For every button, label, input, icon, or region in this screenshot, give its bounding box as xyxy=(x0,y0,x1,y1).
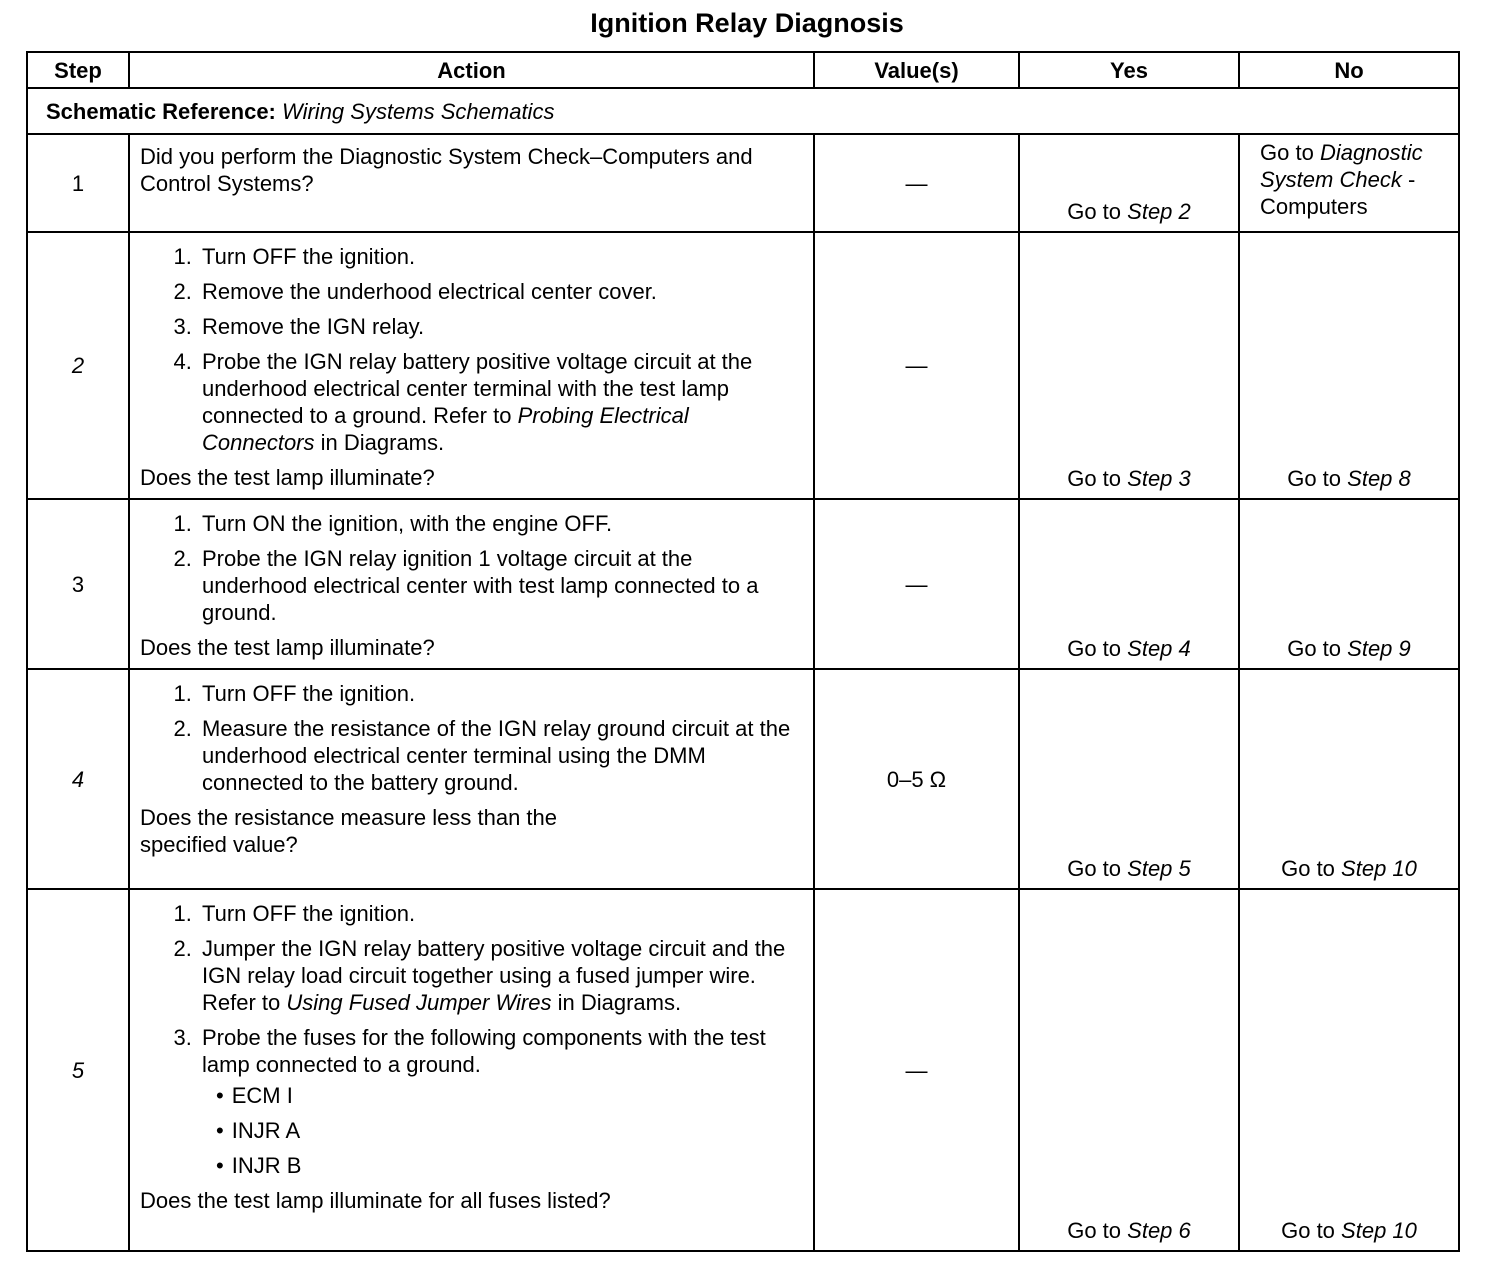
no-link[interactable]: Step 8 xyxy=(1347,466,1411,491)
step-value: 0–5 Ω xyxy=(814,669,1019,889)
list-item: 3. Probe the fuses for the following components with the test lamp connected to a ground. • ECM I • INJR A • INJR B xyxy=(198,1024,803,1179)
step-list xyxy=(140,510,803,626)
schematic-reference-link[interactable]: Wiring Systems Schematics xyxy=(282,98,555,124)
table-row xyxy=(27,499,1459,669)
yes-link[interactable]: Step 4 xyxy=(1127,636,1191,661)
step-list xyxy=(140,680,803,796)
no-link[interactable]: Step 10 xyxy=(1341,1218,1417,1243)
step-action xyxy=(129,134,814,232)
step-action xyxy=(129,232,814,499)
step-action xyxy=(129,669,814,889)
yes-link[interactable]: Step 2 xyxy=(1127,199,1191,224)
step-no: Go to Step 9 xyxy=(1239,499,1459,669)
diagnosis-table xyxy=(26,51,1460,1252)
no-link[interactable]: Step 10 xyxy=(1341,856,1417,881)
no-link[interactable]: Step 9 xyxy=(1347,636,1411,661)
table-row xyxy=(27,669,1459,889)
step-question: Did you perform the Diagnostic System Check–Computers and Control Systems? xyxy=(140,144,753,196)
header-no: No xyxy=(1239,52,1459,88)
step-action xyxy=(129,889,814,1251)
step-question: Does the test lamp illuminate? xyxy=(140,635,435,660)
list-item: 2. Probe the IGN relay ignition 1 voltage circuit at the underhood electrical center with test lamp connected to a ground. xyxy=(198,545,803,626)
list-item: 1. Turn OFF the ignition. xyxy=(198,680,803,707)
schematic-reference-label: Schematic Reference: xyxy=(46,98,276,124)
step-number: 3 xyxy=(27,499,129,669)
yes-link[interactable]: Step 5 xyxy=(1127,856,1191,881)
list-item: 1. Turn OFF the ignition. xyxy=(198,243,803,270)
yes-prefix: Go to xyxy=(1067,199,1122,224)
table-row xyxy=(27,232,1459,499)
step-yes: Go to Step 5 xyxy=(1019,669,1239,889)
step-number: 4 xyxy=(27,669,129,889)
reference-link[interactable]: Using Fused Jumper Wires xyxy=(286,990,552,1015)
no-prefix: Go to xyxy=(1260,140,1314,165)
step-number: 5 xyxy=(27,889,129,1251)
step-value: — xyxy=(814,889,1019,1251)
step-yes: Go to Step 6 xyxy=(1019,889,1239,1251)
step-question: Does the resistance measure less than the specified value? xyxy=(140,805,558,857)
list-item: 1. Turn OFF the ignition. xyxy=(198,900,803,927)
step-question: Does the test lamp illuminate for all fuses listed? xyxy=(140,1188,611,1213)
step-question: Does the test lamp illuminate? xyxy=(140,465,435,490)
step-number: 1 xyxy=(27,134,129,232)
step-list xyxy=(140,243,803,456)
step-number: 2 xyxy=(27,232,129,499)
header-step: Step xyxy=(27,52,129,88)
step-no: Go to Step 10 xyxy=(1239,889,1459,1251)
table-row xyxy=(27,134,1459,232)
bullet-item: • INJR B xyxy=(212,1152,803,1179)
step-value: — xyxy=(814,134,1019,232)
bullet-item: • ECM I xyxy=(212,1082,803,1109)
yes-link[interactable]: Step 3 xyxy=(1127,466,1191,491)
step-value: — xyxy=(814,232,1019,499)
list-item: 3. Remove the IGN relay. xyxy=(198,313,803,340)
no-suffix: - Computers xyxy=(1260,167,1416,219)
step-action xyxy=(129,499,814,669)
step-yes: Go to Step 4 xyxy=(1019,499,1239,669)
list-item: 2. Jumper the IGN relay battery positive voltage circuit and the IGN relay load circuit together using a fused jumper wire. Refer to Using Fused Jumper Wires in Diagrams. xyxy=(198,935,803,1016)
header-yes: Yes xyxy=(1019,52,1239,88)
list-item: 2. Remove the underhood electrical center cover. xyxy=(198,278,803,305)
reference-link[interactable]: Probing Electrical Connectors xyxy=(202,403,689,455)
header-values: Value(s) xyxy=(814,52,1019,88)
header-row xyxy=(27,52,1459,88)
step-no: Go to Step 8 xyxy=(1239,232,1459,499)
bullet-list xyxy=(202,1082,803,1179)
no-link[interactable]: Diagnostic System Check xyxy=(1260,140,1423,192)
step-yes: Go to Step 3 xyxy=(1019,232,1239,499)
table-row xyxy=(27,889,1459,1251)
step-list xyxy=(140,900,803,1179)
list-item: 2. Measure the resistance of the IGN relay ground circuit at the underhood electrical center terminal using the DMM connected to the battery ground. xyxy=(198,715,803,796)
step-no: Go to Step 10 xyxy=(1239,669,1459,889)
step-value: — xyxy=(814,499,1019,669)
schematic-reference-row xyxy=(27,88,1459,134)
yes-link[interactable]: Step 6 xyxy=(1127,1218,1191,1243)
step-yes xyxy=(1019,134,1239,232)
step-no xyxy=(1239,134,1459,232)
list-item: 4. Probe the IGN relay battery positive voltage circuit at the underhood electrical center terminal with the test lamp connected to a ground. Refer to Probing Electrical Connectors in Diagrams. xyxy=(198,348,803,456)
bullet-item: • INJR A xyxy=(212,1117,803,1144)
list-item: 1. Turn ON the ignition, with the engine OFF. xyxy=(198,510,803,537)
page-title: Ignition Relay Diagnosis xyxy=(590,8,904,38)
header-action: Action xyxy=(129,52,814,88)
